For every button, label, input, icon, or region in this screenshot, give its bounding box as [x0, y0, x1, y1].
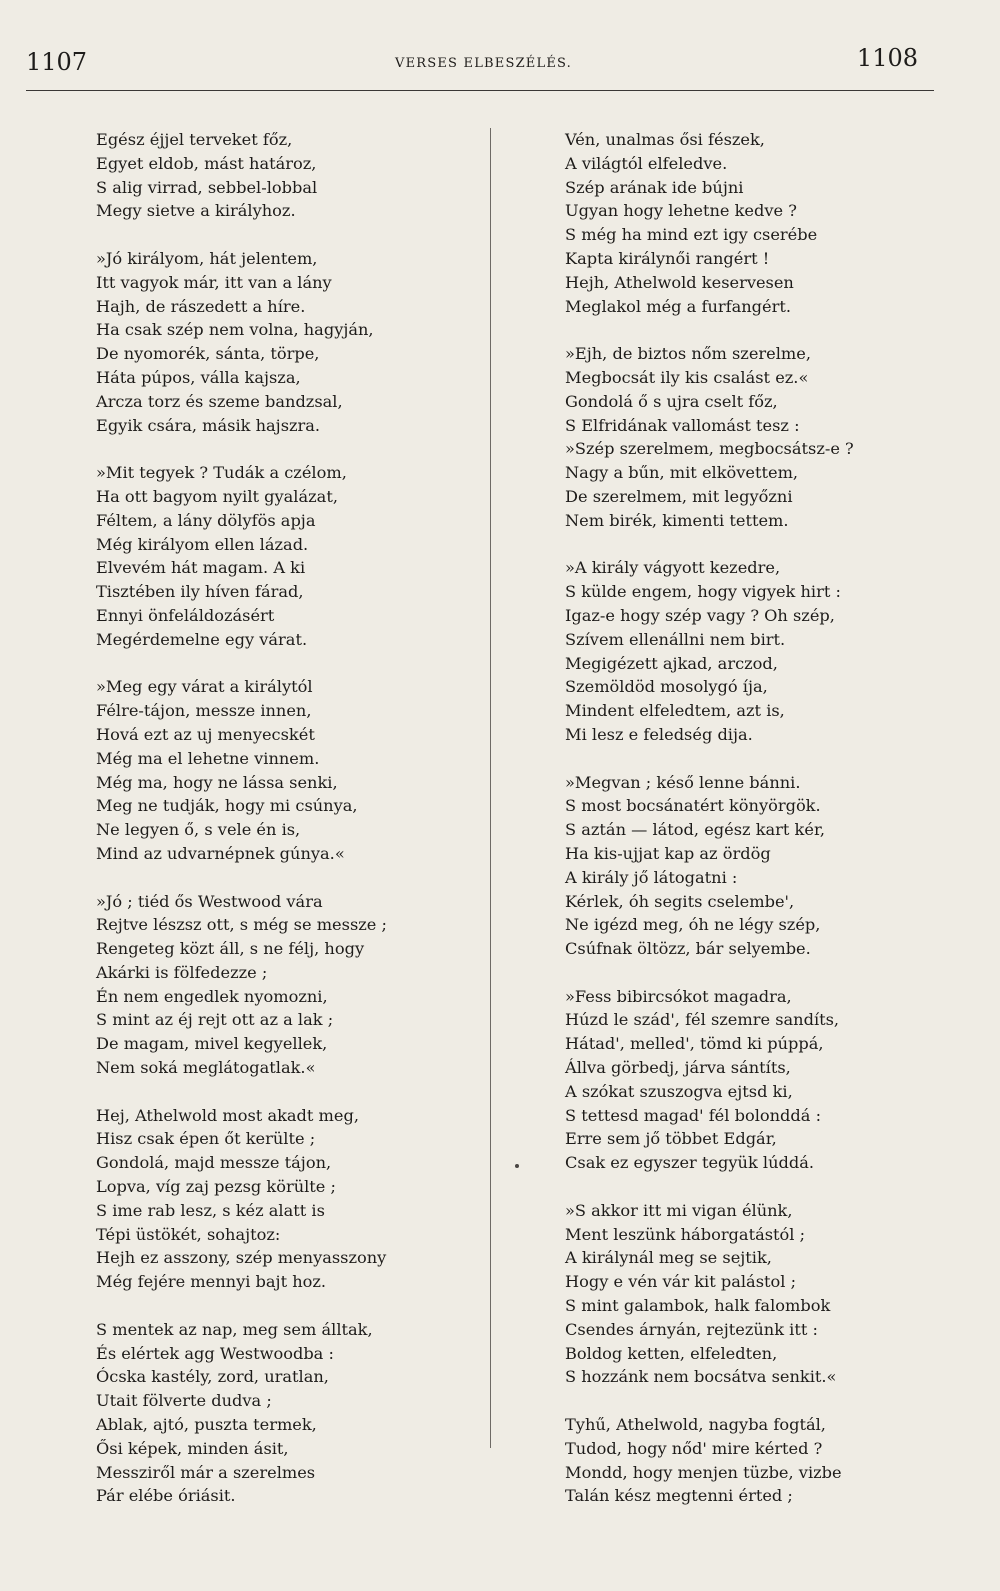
verse-line: Lopva, víg zaj pezsg körülte ; [96, 1177, 336, 1197]
stanza [565, 128, 854, 318]
verse-line: Akárki is fölfedezze ; [96, 962, 268, 982]
verse-line: »A király vágyott kezedre, [565, 558, 781, 578]
verse-line: Szívem ellenállni nem birt. [565, 629, 786, 649]
verse-line: Hátad', melled', tömd ki púppá, [565, 1034, 824, 1054]
verse-line: Igaz-e hogy szép vagy ? Oh szép, [565, 605, 835, 625]
verse-line: Vén, unalmas ősi fészek, [565, 130, 765, 149]
verse-line: Pár elébe óriásit. [96, 1486, 236, 1506]
verse-line: Tyhű, Athelwold, nagyba fogtál, [565, 1415, 826, 1435]
verse-line: Ha csak szép nem volna, hagyján, [96, 320, 374, 340]
verse-line: Ennyi önfeláldozásért [96, 605, 275, 625]
verse-line: A szókat szuszogva ejtsd ki, [565, 1081, 793, 1101]
verse-line: »Szép szerelmem, megbocsátsz-e ? [565, 439, 854, 459]
verse-line: Gondolá ő s ujra cselt főz, [565, 391, 778, 411]
stanza [565, 985, 854, 1175]
right-column [565, 128, 854, 1532]
verse-line: S hozzánk nem bocsátva senkit.« [565, 1367, 837, 1387]
verse-line: Hová ezt az uj menyecskét [96, 724, 315, 744]
verse-line: Ha ott bagyom nyilt gyalázat, [96, 486, 338, 506]
verse-line: S Elfridának vallomást tesz : [565, 415, 800, 435]
verse-line: De szerelmem, mit legyőzni [565, 486, 793, 506]
verse-line: Állva görbedj, járva sántíts, [565, 1058, 791, 1078]
verse-line: Egyet eldob, mást határoz, [96, 153, 317, 173]
verse-line: Még fejére mennyi bajt hoz. [96, 1272, 327, 1292]
page-number-right: 1108 [856, 44, 918, 72]
verse-line: Mi lesz e feledség dija. [565, 724, 753, 744]
verse-line: S mint galambok, halk falombok [565, 1296, 831, 1316]
verse-line: Hej, Athelwold most akadt meg, [96, 1105, 359, 1125]
running-title: VERSES ELBESZÉLÉS. [395, 56, 572, 71]
verse-line: Megérdemelne egy várat. [96, 629, 308, 649]
verse-line: Megigézett ajkad, arczod, [565, 653, 778, 673]
verse-line: Messziről már a szerelmes [96, 1462, 316, 1482]
verse-line: Ősi képek, minden ásit, [96, 1438, 289, 1458]
verse-line: Megbocsát ily kis csalást ez.« [565, 367, 809, 387]
verse-line: S külde engem, hogy vigyek hirt : [565, 582, 841, 602]
stanza [565, 1199, 854, 1389]
verse-line: Rejtve lészsz ott, s még se messze ; [96, 915, 387, 935]
verse-line: Hajh, de rászedett a híre. [96, 296, 306, 316]
verse-line: Mindent elfeledtem, azt is, [565, 701, 785, 721]
verse-line: Ugyan hogy lehetne kedve ? [565, 201, 797, 221]
verse-line: Félre-tájon, messze innen, [96, 701, 312, 721]
verse-line: S még ha mind ezt igy cserébe [565, 225, 818, 245]
verse-line: Hejh ez asszony, szép menyasszony [96, 1248, 387, 1268]
verse-line: »Jó ; tiéd ős Westwood vára [96, 891, 323, 911]
verse-line: Ne igézd meg, óh ne légy szép, [565, 915, 821, 935]
verse-line: Szép arának ide bújni [565, 177, 744, 197]
verse-line: Ment leszünk háborgatástól ; [565, 1224, 806, 1244]
stanza [565, 342, 854, 532]
verse-line: Féltem, a lány dölyfös apja [96, 510, 316, 530]
verse-line: Ne legyen ő, s vele én is, [96, 820, 301, 840]
verse-line: Gondolá, majd messze tájon, [96, 1153, 332, 1173]
verse-line: Hejh, Athelwold keservesen [565, 272, 794, 292]
column-divider [490, 128, 491, 1448]
page-number-left: 1107 [26, 48, 88, 76]
verse-line: Mind az udvarnépnek gúnya.« [96, 843, 345, 863]
print-speck [515, 1164, 519, 1168]
verse-line: »Jó királyom, hát jelentem, [96, 248, 318, 268]
verse-line: Kapta királynői rangért ! [565, 248, 770, 268]
verse-line: De magam, mivel kegyellek, [96, 1034, 328, 1054]
verse-line: A király jő látogatni : [565, 867, 738, 887]
verse-line: Elvevém hát magam. A ki [96, 558, 306, 578]
verse-line: »Meg egy várat a királytól [96, 677, 313, 697]
verse-line: Megy sietve a királyhoz. [96, 201, 296, 221]
verse-line: Még ma, hogy ne lássa senki, [96, 772, 338, 792]
page-header [0, 0, 1000, 100]
verse-line: »Ejh, de biztos nőm szerelme, [565, 344, 811, 364]
verse-line: S mint az éj rejt ott az a lak ; [96, 1010, 334, 1030]
verse-line: »Mit tegyek ? Tudák a czélom, [96, 463, 347, 483]
stanza [96, 1104, 387, 1294]
stanza [96, 128, 387, 223]
verse-line: A királynál meg se sejtik, [565, 1248, 772, 1268]
stanza [96, 461, 387, 651]
verse-line: S most bocsánatért könyörgök. [565, 796, 821, 816]
verse-line: Ablak, ajtó, puszta termek, [96, 1415, 317, 1435]
verse-line: Erre sem jő többet Edgár, [565, 1129, 777, 1149]
verse-line: Még ma el lehetne vinnem. [96, 748, 320, 768]
stanza [96, 247, 387, 437]
verse-line: Csendes árnyán, rejtezünk itt : [565, 1319, 818, 1339]
verse-line: Ócska kastély, zord, uratlan, [96, 1367, 329, 1387]
verse-line: »S akkor itt mi vigan élünk, [565, 1200, 793, 1220]
stanza [565, 556, 854, 746]
verse-line: Háta púpos, válla kajsza, [96, 367, 301, 387]
verse-line: Utait fölverte dudva ; [96, 1391, 272, 1411]
verse-line: S mentek az nap, meg sem álltak, [96, 1319, 373, 1339]
stanza [565, 1413, 854, 1508]
verse-line: Még királyom ellen lázad. [96, 534, 309, 554]
stanza [96, 1318, 387, 1508]
header-rule [26, 90, 934, 91]
verse-line: Mondd, hogy menjen tüzbe, vizbe [565, 1462, 842, 1482]
verse-line: Szemöldöd mosolygó íja, [565, 677, 768, 697]
verse-line: Boldog ketten, elfeledten, [565, 1343, 778, 1363]
verse-line: A világtól elfeledve. [565, 153, 728, 173]
verse-line: Nem birék, kimenti tettem. [565, 510, 789, 530]
verse-line: Tudod, hogy nőd' mire kérted ? [565, 1438, 823, 1458]
stanza [96, 890, 387, 1080]
verse-line: S ime rab lesz, s kéz alatt is [96, 1200, 325, 1220]
verse-line: Ha kis-ujjat kap az ördög [565, 843, 771, 863]
verse-line: Csúfnak öltözz, bár selyembe. [565, 939, 811, 959]
verse-line: Rengeteg közt áll, s ne félj, hogy [96, 939, 365, 959]
verse-line: Meglakol még a furfangért. [565, 296, 792, 316]
verse-line: Talán kész megtenni érted ; [565, 1486, 793, 1506]
verse-line: »Megvan ; késő lenne bánni. [565, 772, 801, 792]
verse-line: S alig virrad, sebbel-lobbal [96, 177, 318, 197]
stanza [565, 771, 854, 961]
left-column [96, 128, 387, 1532]
stanza [96, 675, 387, 865]
verse-line: De nyomorék, sánta, törpe, [96, 344, 320, 364]
verse-line: Egész éjjel terveket főz, [96, 130, 293, 149]
verse-line: Tépi üstökét, sohajtoz: [96, 1224, 281, 1244]
verse-line: Itt vagyok már, itt van a lány [96, 272, 332, 292]
verse-line: S aztán — látod, egész kart kér, [565, 820, 826, 840]
verse-line: Meg ne tudják, hogy mi csúnya, [96, 796, 358, 816]
verse-line: Kérlek, óh segits cselembe', [565, 891, 795, 911]
verse-line: »Fess bibircsókot magadra, [565, 986, 792, 1006]
verse-line: Hogy e vén vár kit palástol ; [565, 1272, 797, 1292]
verse-line: Nem soká meglátogatlak.« [96, 1058, 316, 1078]
verse-line: Csak ez egyszer tegyük lúddá. [565, 1153, 815, 1173]
verse-line: Arcza torz és szeme bandzsal, [96, 391, 343, 411]
verse-line: Hisz csak épen őt kerülte ; [96, 1129, 316, 1149]
verse-line: Tisztében ily híven fárad, [96, 582, 304, 602]
verse-line: Egyik csára, másik hajszra. [96, 415, 321, 435]
verse-line: És elértek agg Westwoodba : [96, 1343, 334, 1363]
verse-line: S tettesd magad' fél bolonddá : [565, 1105, 822, 1125]
verse-line: Én nem engedlek nyomozni, [96, 986, 328, 1006]
verse-line: Húzd le szád', fél szemre sandíts, [565, 1010, 840, 1030]
verse-line: Nagy a bűn, mit elkövettem, [565, 463, 799, 483]
